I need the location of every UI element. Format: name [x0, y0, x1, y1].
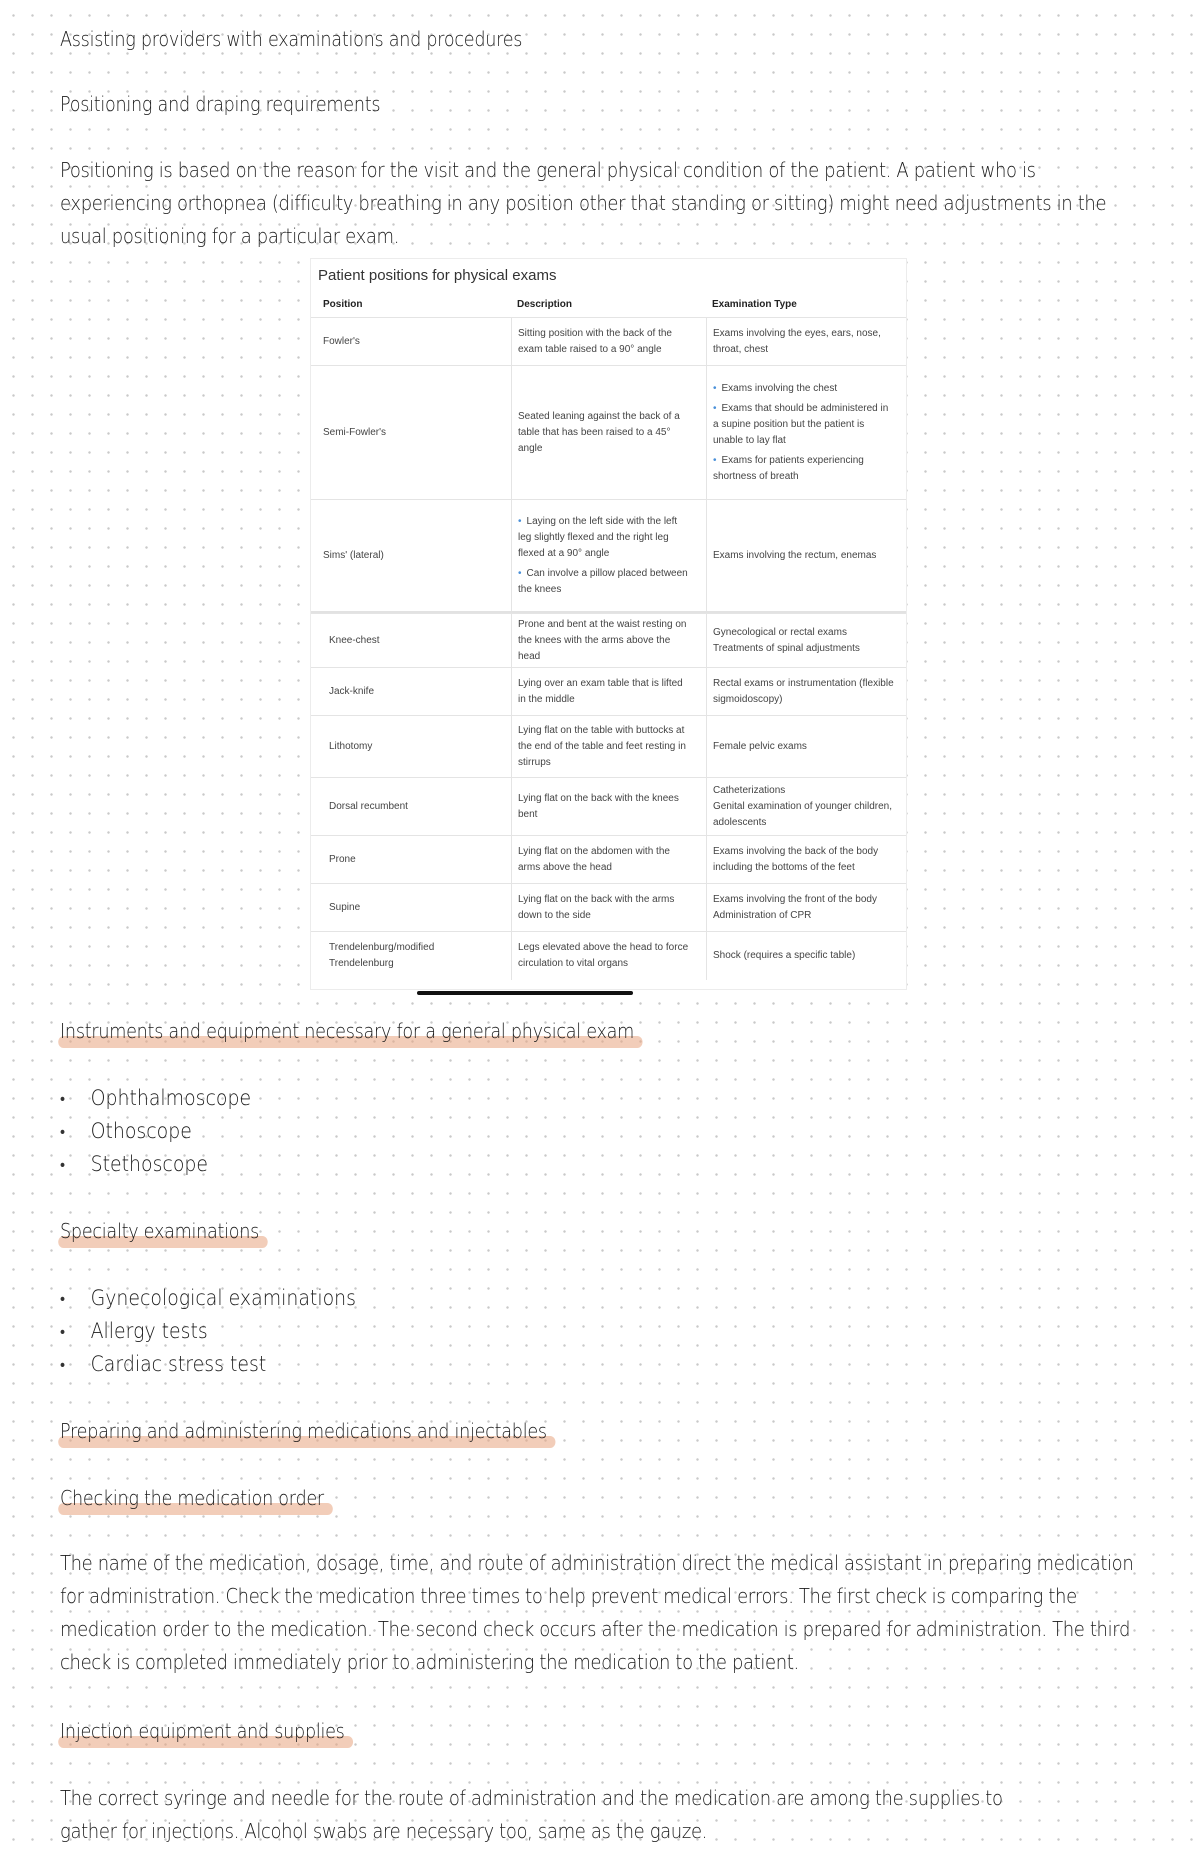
header-description: Description	[517, 299, 573, 310]
heading-preparing: Preparing and administering medications and injectables	[60, 1418, 550, 1444]
paragraph-checking: The name of the medication, dosage, time, and route of administration direct the medical assistant in preparing medication for administration. Check the medication three times to help prevent medical errors. The first check is comparing the medication order to the medication. The second check occurs after the medication is prepared for administration. The third check is completed immediately prior to administering the medication to the patient.	[60, 1551, 1134, 1674]
row-position: Knee-chest	[329, 635, 380, 646]
description-list-item: • Can involve a pillow placed between the knees	[518, 566, 691, 598]
table-row	[311, 317, 906, 366]
row-description: Lying flat on the back with the arms down to the side	[511, 884, 691, 932]
row-description: Sitting position with the back of the exam table raised to a 90° angle	[511, 318, 691, 366]
exam-list-item: • Exams involving the chest	[713, 381, 896, 397]
heading-positioning-draping: Positioning and draping requirements	[60, 92, 381, 116]
table-row	[311, 365, 906, 500]
row-exam	[706, 366, 896, 500]
instruments-list	[60, 1082, 272, 1181]
row-position: Trendelenburg/modified Trendelenburg	[329, 942, 435, 969]
row-exam: Exams involving the front of the body Administration of CPR	[706, 884, 896, 932]
row-exam: Shock (requires a specific table)	[706, 932, 896, 980]
table-row	[311, 931, 906, 980]
row-exam: Rectal exams or instrumentation (flexible sigmoidoscopy)	[706, 668, 896, 716]
table-header	[311, 295, 906, 317]
row-exam: Exams involving the back of the body including the bottoms of the feet	[706, 836, 896, 884]
table-row	[311, 613, 906, 668]
heading-injection: Injection equipment and supplies	[60, 1718, 348, 1744]
header-exam-type: Examination Type	[712, 299, 797, 310]
row-description: Lying over an exam table that is lifted in the middle	[511, 668, 691, 716]
list-item: • Gynecological examinations	[60, 1282, 356, 1315]
list-item: • Cardiac stress test	[60, 1348, 356, 1381]
row-description: Lying flat on the table with buttocks at the end of the table and feet resting in stirrups	[511, 716, 691, 778]
heading-specialty: Specialty examinations	[60, 1218, 263, 1244]
row-description: Lying flat on the back with the knees bent	[511, 778, 691, 836]
row-exam: Female pelvic exams	[706, 716, 896, 778]
row-exam: Exams involving the eyes, ears, nose, throat, chest	[706, 318, 896, 366]
exam-list-item: • Exams that should be administered in a supine position but the patient is unable to lay flat	[713, 401, 896, 449]
heading-instruments: Instruments and equipment necessary for a general physical exam	[60, 1018, 638, 1044]
exam-list-item: • Exams for patients experiencing shortness of breath	[713, 453, 896, 485]
row-position: Semi-Fowler's	[323, 427, 387, 438]
row-exam: Exams involving the rectum, enemas	[706, 500, 896, 612]
specialty-list	[60, 1282, 389, 1381]
table-row	[311, 883, 906, 932]
description-list-item: • Laying on the left side with the left leg slightly flexed and the right leg flexed at a 90° angle	[518, 514, 691, 562]
table-row	[311, 777, 906, 836]
table-title: Patient positions for physical exams	[318, 267, 557, 284]
row-position: Lithotomy	[329, 741, 373, 752]
paragraph-injection: The correct syringe and needle for the route of administration and the medication are among the supplies to gather for injections. Alcohol swabs are necessary too, same as the gauze.	[60, 1786, 1003, 1843]
table-row	[311, 667, 906, 716]
list-item: • Stethoscope	[60, 1148, 251, 1181]
row-description: Lying flat on the abdomen with the arms above the head	[511, 836, 691, 884]
row-description	[511, 500, 691, 612]
row-exam: Gynecological or rectal exams Treatments of spinal adjustments	[706, 614, 896, 668]
table-row	[311, 499, 906, 612]
row-position: Jack-knife	[329, 686, 375, 697]
patient-positions-table	[310, 258, 907, 990]
header-position: Position	[323, 299, 363, 310]
table-row	[311, 715, 906, 778]
row-position: Prone	[329, 854, 356, 865]
heading-checking: Checking the medication order	[60, 1485, 327, 1511]
row-description: Legs elevated above the head to force circulation to vital organs	[511, 932, 691, 980]
row-position: Sims' (lateral)	[323, 550, 384, 561]
row-description: Seated leaning against the back of a table that has been raised to a 45° angle	[511, 366, 691, 500]
list-item: • Othoscope	[60, 1115, 251, 1148]
list-item: • Ophthalmoscope	[60, 1082, 251, 1115]
row-position: Supine	[329, 902, 361, 913]
row-position: Dorsal recumbent	[329, 801, 408, 812]
row-exam: Catheterizations Genital examination of younger children, adolescents	[706, 778, 896, 836]
image-scrollbar[interactable]	[417, 991, 633, 995]
heading-assisting: Assisting providers with examinations and procedures	[60, 27, 523, 51]
table-row	[311, 835, 906, 884]
row-position: Fowler's	[323, 336, 360, 347]
paragraph-positioning: Positioning is based on the reason for the visit and the general physical condition of the patient. A patient who is experiencing orthopnea (difficulty breathing in any position other that standing or sitting) might need adjustments in the usual positioning for a particular exam.	[60, 158, 1107, 248]
row-description: Prone and bent at the waist resting on the knees with the arms above the head	[511, 614, 691, 668]
list-item: • Allergy tests	[60, 1315, 356, 1348]
